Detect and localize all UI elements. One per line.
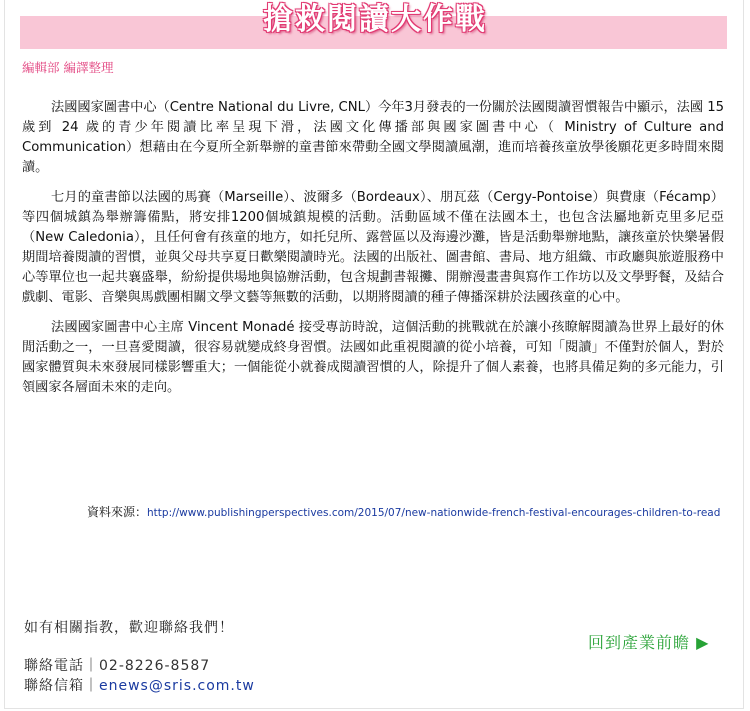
back-to-industry-link[interactable]: 回到產業前瞻 ▶ (588, 633, 710, 652)
contact-email-row (24, 675, 255, 695)
phone-label: 聯絡電話｜ (24, 658, 99, 674)
contact-intro: 如有相關指教，歡迎聯絡我們！ (24, 620, 234, 636)
article-paragraph-3: 法國國家圖書中心主席 Vincent Monadé 接受專訪時說，這個活動的挑戰就在於讓小孩瞭解閱讀為世界上最好的休閒活動之一，一旦喜愛閱讀，很容易就變成終身習慣。法國如此重視閱讀的從小培養，可知「閱讀」不僅對於個人，對於國家體質與未來發展同樣影響重大；一個能從小就養成閱讀習慣的人，除提升了個人素養，也將具備足夠的多元能力，引領國家各層面未來的走向。 (22, 320, 724, 395)
page-title: 搶救閱讀大作戰 (263, 2, 487, 37)
source-link[interactable]: http://www.publishingperspectives.com/2015/07/new-nationwide-french-festival-encourages-children-to-read (147, 507, 721, 519)
article-paragraph-1: 法國國家圖書中心（Centre National du Livre, CNL）今年3月發表的一份關於法國閱讀習慣報告中顯示，法國 15 歲到 24 歲的青少年閱讀比率呈現下滑，法國文化傳播部與國家圖書中心（ Ministry of Culture and Communication）想藉由在今夏所全新舉辦的童書節來帶動全國文學閱讀風潮，進而培養孩童放學後願花更多時間來閱讀。 (22, 100, 724, 175)
phone-number: 02-8226-8587 (99, 658, 211, 674)
article-body (22, 98, 724, 408)
article-paragraph-2: 七月的童書節以法國的馬賽（Marseille）、波爾多（Bordeaux）、朋瓦茲（Cergy-Pontoise）與費康（Fécamp）等四個城鎮為舉辦籌備點，將安排1200個城鎮規模的活動。活動區域不僅在法國本土，也包含法屬地新克里多尼亞（New Caledonia），且任何會有孩童的地方，如托兒所、露營區以及海邊沙灘，皆是活動舉辦地點，讓孩童於快樂暑假期間培養閱讀的習慣，並與父母共享夏日歡樂閱讀時光。法國的出版社、圖書館、書局、地方組織、市政廳與旅遊服務中心等單位也一起共襄盛舉，紛紛提供場地與協辦活動，包含規劃書報攤、開辦漫畫書與寫作工作坊以及文學野餐，及結合戲劇、電影、音樂與馬戲團相關文學文藝等無數的活動，以期將閱讀的種子傳播深耕於法國孩童的心中。 (22, 190, 724, 305)
email-link[interactable]: enews@sris.com.tw (99, 678, 255, 694)
author-credit: 編輯部 編譯整理 (22, 60, 114, 75)
email-label: 聯絡信箱｜ (24, 678, 99, 694)
source-line (87, 503, 720, 520)
source-label: 資料來源： (87, 505, 148, 519)
contact-phone-row (24, 655, 210, 675)
